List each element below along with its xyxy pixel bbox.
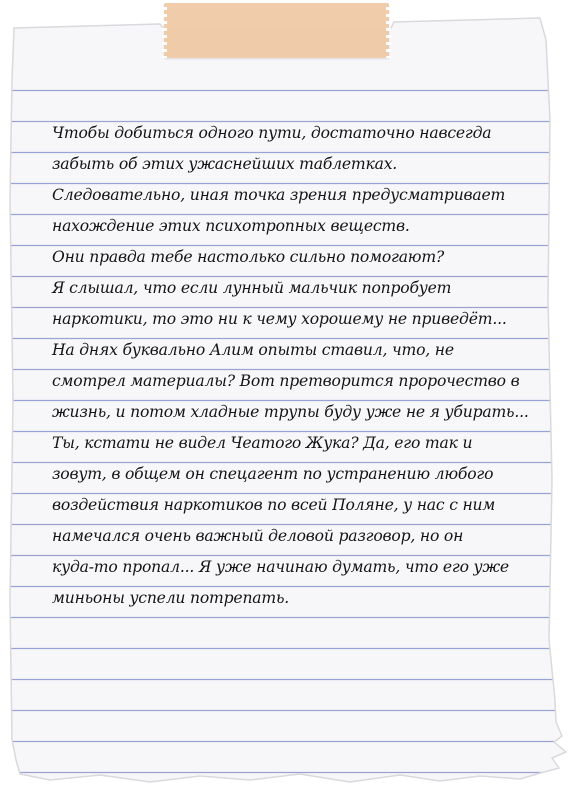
masking-tape	[164, 3, 389, 58]
note-line: Я слышал, что если лунный мальчик попробует	[52, 279, 452, 297]
handwritten-note	[52, 118, 547, 614]
note-line: забыть об этих ужаснейших таблетках.	[52, 155, 398, 173]
note-line: Они правда тебе настолько сильно помогают?	[52, 248, 445, 266]
note-line: куда-то пропал... Я уже начинаю думать, что его уже	[52, 558, 509, 576]
note-line: Чтобы добиться одного пути, достаточно навсегда	[52, 124, 492, 142]
note-line: зовут, в общем он спецагент по устранению любого	[52, 465, 494, 483]
note-line: намечался очень важный деловой разговор, но он	[52, 527, 464, 545]
note-line: миньоны успели потрепать.	[52, 589, 290, 607]
note-line: жизнь, и потом хладные трупы буду уже не я убирать...	[52, 403, 529, 421]
note-line: нахождение этих психотропных веществ.	[52, 217, 410, 235]
note-line: Ты, кстати не видел Чеатого Жука? Да, его так и	[52, 434, 473, 452]
note-line: наркотики, то это ни к чему хорошему не приведёт...	[52, 310, 507, 328]
note-line: На днях буквально Алим опыты ставил, что, не	[52, 341, 454, 359]
note-line: смотрел материалы? Вот претворится пророчество в	[52, 372, 520, 390]
note-line: Следовательно, иная точка зрения предусматривает	[52, 186, 506, 204]
note-line: воздействия наркотиков по всей Поляне, у нас с ним	[52, 496, 496, 514]
